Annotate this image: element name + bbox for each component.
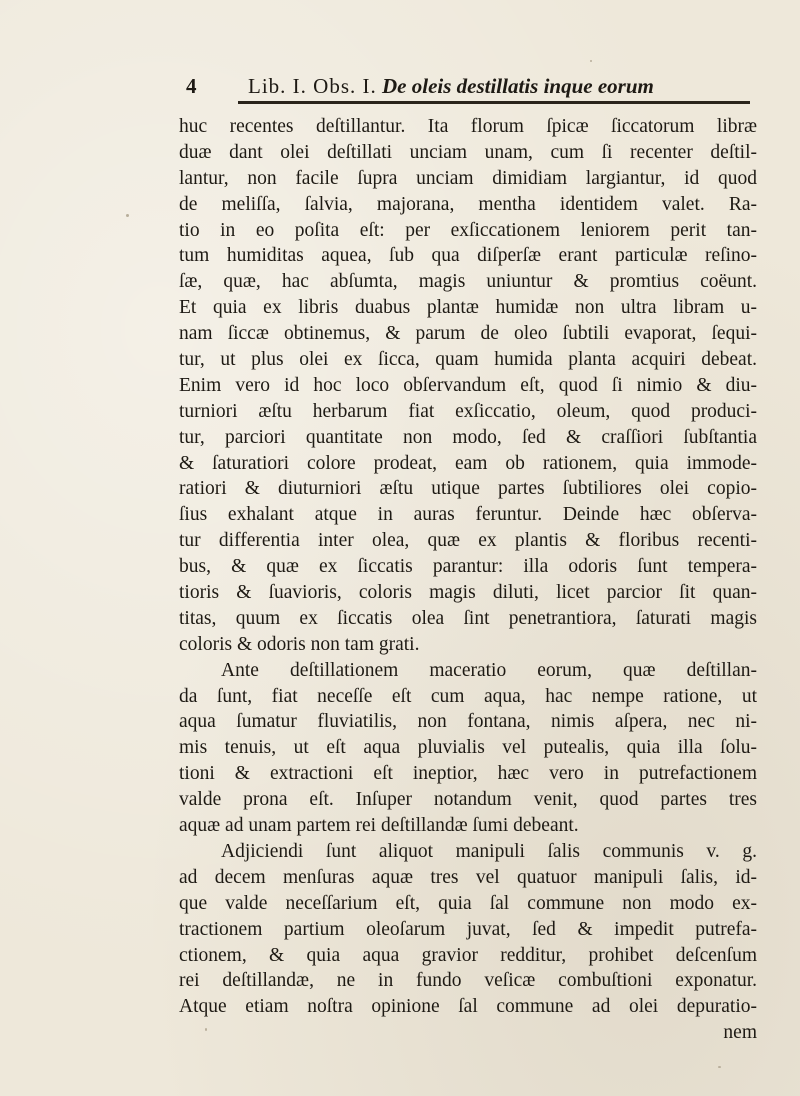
text-line: tur, parciori quantitate non modo, ſed & craſſiori ſubſtantia [179, 426, 757, 448]
text-line: & ſaturatiori colore prodeat, eam ob rationem, quia immode- [179, 452, 757, 474]
body-text [179, 114, 757, 1046]
text-line: turniori æſtu herbarum fiat exſiccatio, oleum, quod produci- [179, 400, 757, 422]
text-line: tractionem partium oleoſarum juvat, ſed & impedit putrefa- [179, 918, 757, 940]
paper-speck [718, 1066, 721, 1068]
text-line: ctionem, & quia aqua gravior redditur, prohibet deſcenſum [179, 944, 757, 966]
text-line: coloris & odoris non tam grati. [179, 633, 420, 655]
text-line: tioni & extractioni eſt ineptior, hæc vero in putrefactionem [179, 763, 757, 785]
text-line: tur differentia inter olea, quæ ex plantis & floribus recenti- [179, 530, 757, 552]
text-line: Ante deſtillationem maceratio eorum, quæ deſtillan- [221, 659, 757, 681]
text-line: nam ſiccæ obtinemus, & parum de oleo ſubtili evaporat, ſequi- [179, 323, 757, 345]
text-line: tio in eo poſita eſt: per exſiccationem leniorem perit tan- [179, 219, 757, 241]
text-line: mis tenuis, ut eſt aqua pluvialis vel putealis, quia illa ſolu- [179, 737, 757, 759]
text-line: rei deſtillandæ, ne in fundo veſicæ combuſtioni exponatur. [179, 970, 757, 992]
header-rule [238, 101, 750, 104]
text-line: ratiori & diuturniori æſtu utique partes ſubtiliores olei copio- [179, 478, 757, 500]
text-line: ſius exhalant atque in auras feruntur. Deinde hæc obſerva- [179, 504, 757, 526]
running-header [186, 72, 746, 100]
paper-speck [590, 60, 592, 62]
text-line: duæ dant olei deſtillati unciam unam, cum ſi recenter deſtil- [179, 141, 757, 163]
text-line: tum humiditas aquea, ſub qua diſperſæ erant particulæ reſino- [179, 245, 757, 267]
paper-speck [205, 1028, 207, 1031]
catchword: nem [723, 1022, 757, 1044]
text-line: huc recentes deſtillantur. Ita florum ſpicæ ſiccatorum libræ [179, 116, 757, 137]
text-line: de meliſſa, ſalvia, majorana, mentha identidem valet. Ra- [179, 193, 757, 215]
text-line: da ſunt, fiat neceſſe eſt cum aqua, hac nempe ratione, ut [179, 685, 757, 707]
text-line: titas, quum ex ſiccatis olea ſint penetrantiora, ſaturati magis [179, 607, 757, 629]
text-line: aqua ſumatur fluviatilis, non fontana, nimis aſpera, nec ni- [179, 711, 757, 733]
text-line: ad decem menſuras aquæ tres vel quatuor manipuli ſalis, id- [179, 866, 757, 888]
page-number: 4 [186, 74, 197, 98]
running-title-book: Lib. I. Obs. I. [248, 74, 377, 98]
running-title-subject: De oleis destillatis inque eorum [382, 74, 654, 98]
text-line: tioris & ſuavioris, coloris magis diluti, licet parcior ſit quan- [179, 582, 757, 604]
paper-speck [126, 214, 129, 217]
text-line: ſæ, quæ, hac abſumta, magis uniuntur & promtius coëunt. [179, 271, 757, 293]
text-line: aquæ ad unam partem rei deſtillandæ ſumi debeant. [179, 815, 579, 837]
text-line: bus, & quæ ex ſiccatis parantur: illa odoris ſunt tempera- [179, 556, 757, 578]
text-line: valde prona eſt. Inſuper notandum venit, quod partes tres [179, 789, 757, 811]
text-line: que valde neceſſarium eſt, quia ſal commune non modo ex- [179, 892, 757, 914]
text-line: Atque etiam noſtra opinione ſal commune ad olei depuratio- [179, 996, 757, 1018]
text-line: Enim vero id hoc loco obſervandum eſt, quod ſi nimio & diu- [179, 374, 757, 396]
text-line: lantur, non facile ſupra unciam dimidiam largiantur, id quod [179, 167, 757, 189]
text-line: Adjiciendi ſunt aliquot manipuli ſalis communis v. g. [221, 840, 757, 862]
text-line: Et quia ex libris duabus plantæ humidæ non ultra libram u- [179, 297, 757, 319]
text-line: tur, ut plus olei ex ſicca, quam humida planta acquiri debeat. [179, 349, 757, 371]
